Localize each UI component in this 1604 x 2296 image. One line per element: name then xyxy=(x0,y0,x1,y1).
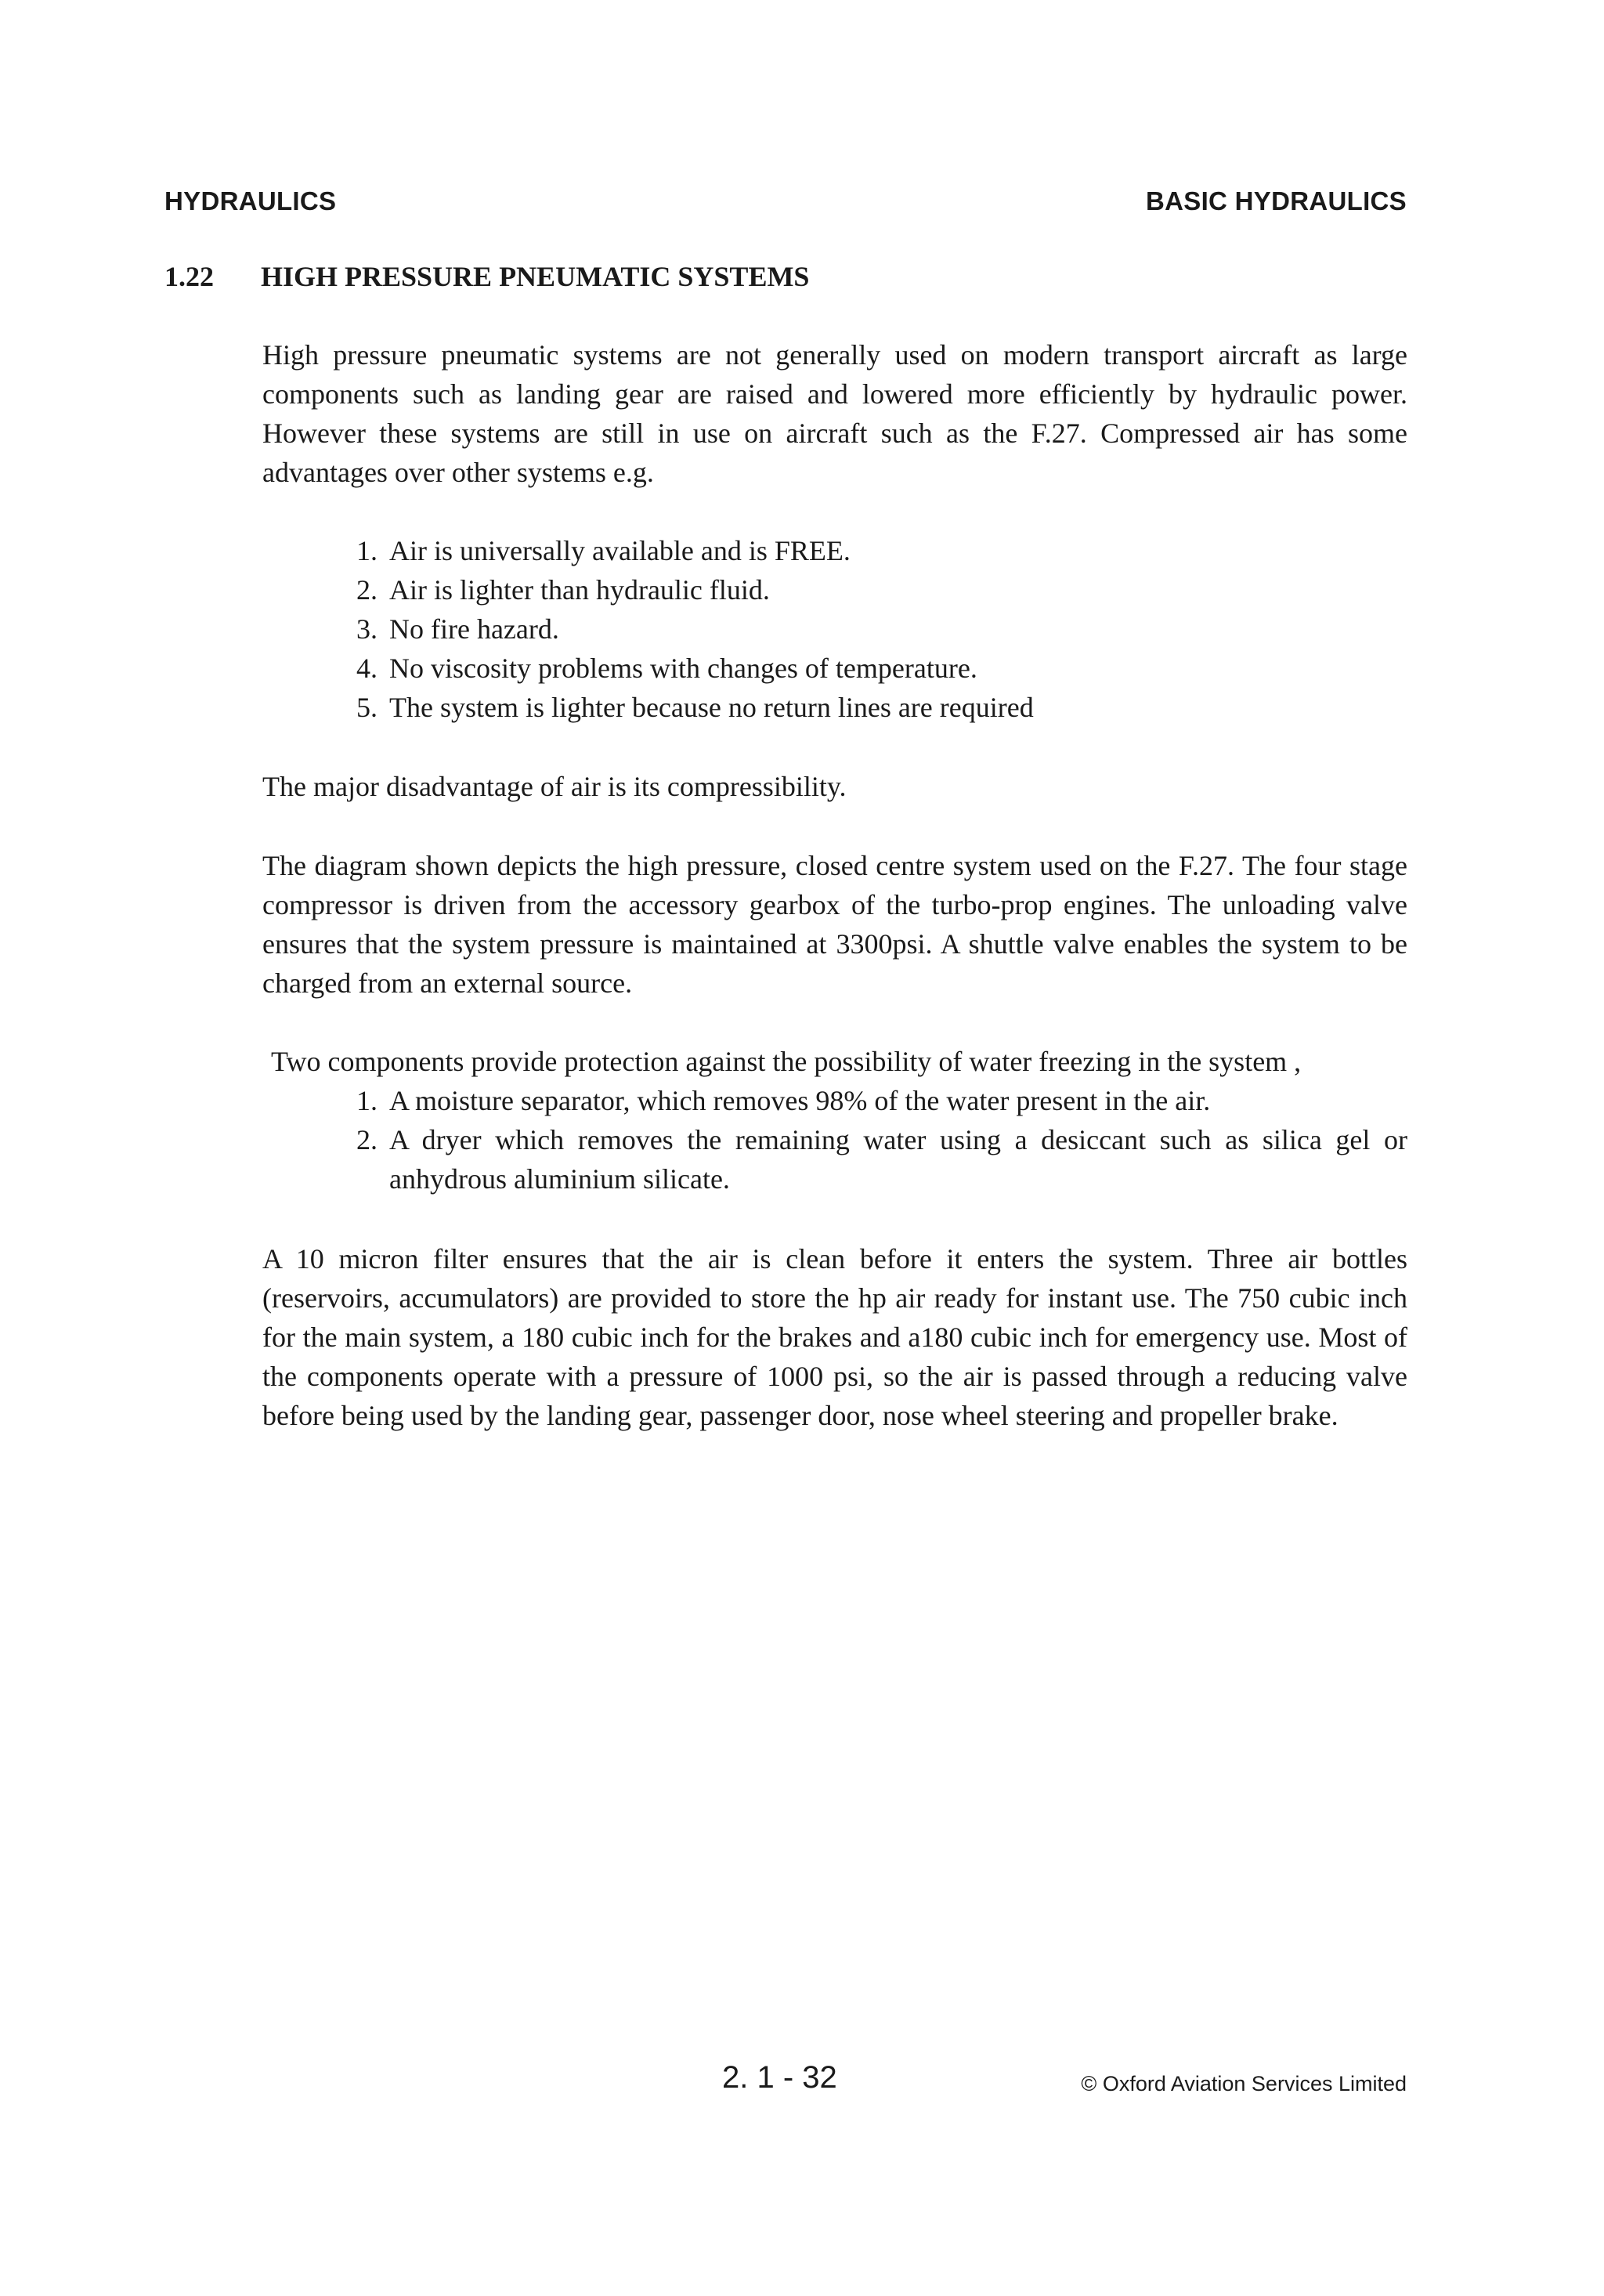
protection-intro-block xyxy=(271,1042,1407,1081)
list-item xyxy=(356,570,1140,609)
list-item-text: Air is lighter than hydraulic fluid. xyxy=(389,574,770,606)
list-item-number: 2. xyxy=(356,574,378,606)
section-number: 1.22 xyxy=(164,261,214,292)
page-number: 2. 1 - 32 xyxy=(722,2060,837,2095)
section-title: HIGH PRESSURE PNEUMATIC SYSTEMS xyxy=(261,261,810,292)
protection-intro-paragraph: Two components provide protection against the possibility of water freezing in the system , xyxy=(271,1046,1302,1077)
list-item-number: 1. xyxy=(356,1085,378,1116)
list-item xyxy=(356,609,1140,649)
section-heading xyxy=(164,260,809,293)
list-item-number: 3. xyxy=(356,613,378,645)
list-item xyxy=(356,1120,1407,1199)
list-item-number: 1. xyxy=(356,535,378,566)
list-item xyxy=(356,531,1140,570)
intro-paragraph: High pressure pneumatic systems are not generally used on modern transport aircraft as large components such as landing gear are raised and lowered more efficiently by hydraulic power. However these systems are still in use on aircraft such as the F.27. Compressed air has some advantages over other systems e.g. xyxy=(262,339,1407,488)
protection-list xyxy=(356,1081,1407,1199)
list-item-text: A moisture separator, which removes 98% of the water present in the air. xyxy=(389,1085,1211,1116)
running-header-right: BASIC HYDRAULICS xyxy=(1146,186,1407,215)
list-item xyxy=(356,688,1140,727)
list-item-number: 2. xyxy=(356,1124,378,1155)
list-item-text: Air is universally available and is FREE. xyxy=(389,535,851,566)
list-item xyxy=(356,1081,1407,1120)
diagram-paragraph-block xyxy=(262,846,1407,1003)
intro-paragraph-block xyxy=(262,335,1407,492)
list-item-number: 5. xyxy=(356,692,378,723)
running-header-left: HYDRAULICS xyxy=(164,186,337,215)
diagram-paragraph: The diagram shown depicts the high pressure, closed centre system used on the F.27. The four stage compressor is driven from the accessory gearbox of the turbo-prop engines. The unloading valve ensures that the system pressure is maintained at 3300psi. A shuttle valve enables the system to be charged from an external source. xyxy=(262,850,1407,999)
filter-paragraph: A 10 micron filter ensures that the air is clean before it enters the system. Three air bottles (reservoirs, accumulators) are provided to store the hp air ready for instant use. The 750 cubic inch for the main system, a 180 cubic inch for the brakes and a180 cubic inch for emergency use. Most of the components operate with a pressure of 1000 psi, so the air is passed through a reducing valve before being used by the landing gear, passenger door, nose wheel steering and propeller brake. xyxy=(262,1243,1407,1431)
disadvantage-paragraph: The major disadvantage of air is its compressibility. xyxy=(262,771,847,802)
list-item-text: No viscosity problems with changes of temperature. xyxy=(389,653,977,684)
copyright-notice: © Oxford Aviation Services Limited xyxy=(1081,2072,1407,2095)
list-item-number: 4. xyxy=(356,653,378,684)
disadvantage-paragraph-block xyxy=(262,767,1407,806)
list-item-text: The system is lighter because no return lines are required xyxy=(389,692,1034,723)
list-item xyxy=(356,649,1140,688)
advantages-list xyxy=(356,531,1140,727)
filter-paragraph-block xyxy=(262,1239,1407,1435)
list-item-text: A dryer which removes the remaining water using a desiccant such as silica gel or anhydrous aluminium silicate. xyxy=(389,1124,1407,1195)
list-item-text: No fire hazard. xyxy=(389,613,559,645)
